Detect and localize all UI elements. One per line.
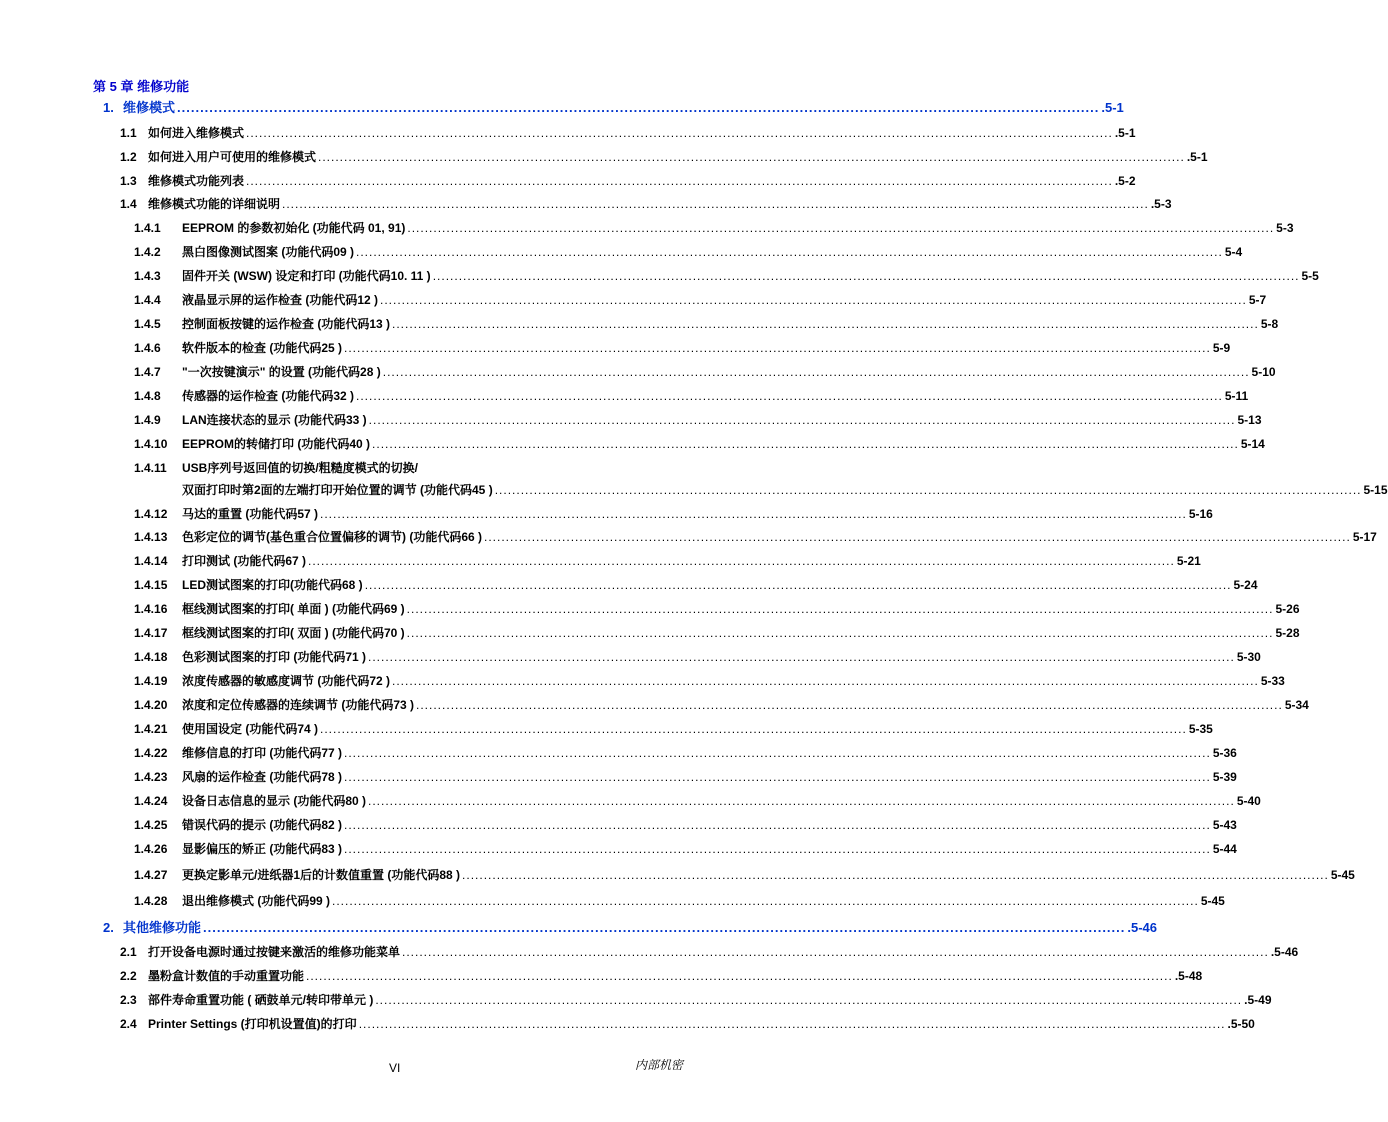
- toc-entry-title: EEPROM 的参数初始化 (功能代码 01, 91): [182, 221, 406, 235]
- toc-entry[interactable]: [134, 436, 1265, 452]
- toc-leader-dots: ........................................................................................................................................................................................................: [332, 894, 1199, 908]
- toc-entry-page: 5-17: [1352, 530, 1377, 544]
- toc-entry-number: 1.4.18: [134, 650, 168, 664]
- toc-entry-page: 5-33: [1260, 674, 1285, 688]
- toc-leader-dots: ........................................................................................................................................................................................................: [358, 1017, 1226, 1031]
- toc-leader-dots: ........................................................................................................................................................................................................: [306, 969, 1173, 983]
- toc-entry[interactable]: [134, 817, 1237, 833]
- toc-entry-title: 维修模式: [123, 100, 176, 115]
- toc-leader-dots: ........................................................................................................................................................................................................: [356, 245, 1223, 259]
- toc-entry[interactable]: [120, 149, 1208, 165]
- toc-entry-number: 1.3: [120, 174, 137, 188]
- toc-leader-dots: ........................................................................................................................................................................................................: [318, 150, 1185, 164]
- toc-entry[interactable]: [120, 196, 1172, 212]
- toc-entry[interactable]: [134, 220, 1294, 236]
- toc-entry-title: 风扇的运作检查 (功能代码78 ): [182, 770, 343, 784]
- toc-entry-page: .5-48: [1174, 969, 1203, 983]
- toc-entry-title: 如何进入维修模式: [148, 126, 245, 140]
- toc-entry[interactable]: [134, 769, 1237, 785]
- toc-entry-number: 1.4.3: [134, 269, 161, 283]
- toc-entry[interactable]: [134, 412, 1262, 428]
- toc-leader-dots: ........................................................................................................................................................................................................: [484, 530, 1351, 544]
- toc-leader-dots: ........................................................................................................................................................................................................: [402, 945, 1269, 959]
- toc-entry-title: 黑白图像测试图案 (功能代码09 ): [182, 245, 355, 259]
- toc-entry-number: 2.4: [120, 1017, 137, 1031]
- toc-entry[interactable]: [134, 460, 698, 476]
- toc-entry-number: 1.4.22: [134, 746, 168, 760]
- toc-entry[interactable]: [134, 893, 1225, 909]
- toc-entry-number: 1.4.6: [134, 341, 161, 355]
- toc-entry-number: 1.4.17: [134, 626, 168, 640]
- toc-entry[interactable]: [134, 697, 1309, 713]
- toc-entry-page: 5-9: [1212, 341, 1231, 355]
- toc-entry-number: 1.4.1: [134, 221, 161, 235]
- toc-entry-number: 1.4.9: [134, 413, 161, 427]
- toc-entry[interactable]: [134, 649, 1261, 665]
- toc-leader-dots: ........................................................................................................................................................................................................: [320, 507, 1187, 521]
- toc-entry[interactable]: [134, 268, 1319, 284]
- toc-entry-page: .5-3: [1150, 197, 1172, 211]
- toc-entry-page: 5-39: [1212, 770, 1237, 784]
- toc-entry[interactable]: [103, 920, 1158, 936]
- toc-entry[interactable]: [120, 173, 1136, 189]
- toc-entry-title: 维修信息的打印 (功能代码77 ): [182, 746, 343, 760]
- toc-entry-continuation[interactable]: [182, 482, 1388, 498]
- toc-entry-page: 5-15: [1363, 483, 1388, 497]
- toc-entry-page: 5-30: [1236, 650, 1261, 664]
- toc-entry-number: 2.2: [120, 969, 137, 983]
- toc-entry-title: USB序列号返回值的切换/粗糙度模式的切换/: [182, 461, 419, 475]
- toc-entry-page: 5-11: [1224, 389, 1249, 403]
- toc-entry-title: 显影偏压的矫正 (功能代码83 ): [182, 842, 343, 856]
- toc-entry-title: 打印测试 (功能代码67 ): [182, 554, 307, 568]
- toc-entry[interactable]: [134, 673, 1285, 689]
- chapter-title: 第 5 章 维修功能: [93, 79, 190, 94]
- toc-entry-title: 液晶显示屏的运作检查 (功能代码12 ): [182, 293, 379, 307]
- toc-entry-page: 5-13: [1237, 413, 1262, 427]
- toc-leader-dots: ........................................................................................................................................................................................................: [494, 483, 1362, 497]
- toc-entry[interactable]: [120, 968, 1203, 984]
- toc-entry-title: 浓度传感器的敏感度调节 (功能代码72 ): [182, 674, 391, 688]
- toc-leader-dots: ........................................................................................................................................................................................................: [203, 920, 1126, 935]
- toc-entry-page: .5-46: [1270, 945, 1299, 959]
- toc-entry-page: .5-1: [1186, 150, 1208, 164]
- toc-entry-page: 5-16: [1188, 507, 1213, 521]
- toc-leader-dots: ........................................................................................................................................................................................................: [372, 437, 1239, 451]
- toc-entry[interactable]: [134, 364, 1276, 380]
- toc-entry-title: 维修模式功能的详细说明: [148, 197, 281, 211]
- toc-entry-title-line2: 双面打印时第2面的左端打印开始位置的调节 (功能代码45 ): [182, 483, 493, 497]
- toc-entry-page: 5-8: [1260, 317, 1279, 331]
- toc-entry-title: 其他维修功能: [123, 920, 202, 935]
- toc-entry-page: 5-43: [1212, 818, 1237, 832]
- toc-entry-title: 控制面板按键的运作检查 (功能代码13 ): [182, 317, 391, 331]
- toc-entry-page: 5-10: [1251, 365, 1276, 379]
- toc-leader-dots: ........................................................................................................................................................................................................: [320, 722, 1187, 736]
- toc-entry-number: 1.1: [120, 126, 137, 140]
- toc-entry-title: LED测试图案的打印(功能代码68 ): [182, 578, 363, 592]
- toc-entry[interactable]: [134, 577, 1258, 593]
- toc-leader-dots: ........................................................................................................................................................................................................: [368, 650, 1235, 664]
- toc-entry-page: 5-40: [1236, 794, 1261, 808]
- toc-entry[interactable]: [120, 992, 1272, 1008]
- toc-entry-title: Printer Settings (打印机设置值)的打印: [148, 1017, 357, 1031]
- toc-leader-dots: ........................................................................................................................................................................................................: [406, 602, 1274, 616]
- toc-entry[interactable]: [134, 292, 1267, 308]
- toc-entry-page: .5-46: [1127, 920, 1158, 935]
- toc-entry-title: 墨粉盒计数值的手动重置功能: [148, 969, 305, 983]
- toc-entry[interactable]: [134, 340, 1231, 356]
- toc-entry-page: .5-49: [1244, 993, 1272, 1007]
- toc-entry-title: 框线测试图案的打印( 单面 ) (功能代码69 ): [182, 602, 405, 616]
- toc-entry-number: 1.4.27: [134, 868, 168, 882]
- toc-leader-dots: ........................................................................................................................................................................................................: [246, 126, 1113, 140]
- toc-entry-title: "一次按键演示" 的设置 (功能代码28 ): [182, 365, 381, 379]
- toc-entry-title: 框线测试图案的打印( 双面 ) (功能代码70 ): [182, 626, 405, 640]
- toc-entry-page: .5-2: [1114, 174, 1136, 188]
- toc-leader-dots: ........................................................................................................................................................................................................: [344, 341, 1211, 355]
- toc-entry-number: 1.4.4: [134, 293, 161, 307]
- toc-entry-number: 1.4.20: [134, 698, 168, 712]
- toc-entry-page: 5-34: [1284, 698, 1309, 712]
- toc-entry[interactable]: [120, 1016, 1255, 1032]
- toc-entry[interactable]: [134, 867, 1355, 883]
- toc-entry-number: 1.: [103, 100, 114, 115]
- toc-entry-number: 1.4.11: [134, 461, 167, 475]
- toc-entry[interactable]: [134, 793, 1261, 809]
- toc-leader-dots: ........................................................................................................................................................................................................: [407, 221, 1275, 235]
- toc-entry[interactable]: [134, 841, 1237, 857]
- toc-entry-title: 固件开关 (WSW) 设定和打印 (功能代码10. 11 ): [182, 269, 431, 283]
- toc-entry-title: EEPROM的转储打印 (功能代码40 ): [182, 437, 371, 451]
- toc-entry[interactable]: [120, 944, 1299, 960]
- toc-leader-dots: ........................................................................................................................................................................................................: [308, 554, 1175, 568]
- toc-leader-dots: ........................................................................................................................................................................................................: [432, 269, 1300, 283]
- toc-entry-number: 2.3: [120, 993, 137, 1007]
- toc-entry-title: 软件版本的检查 (功能代码25 ): [182, 341, 343, 355]
- toc-entry-page: 5-28: [1275, 626, 1300, 640]
- toc-entry-number: 1.4.28: [134, 894, 168, 908]
- toc-entry-number: 1.2: [120, 150, 137, 164]
- toc-leader-dots: ........................................................................................................................................................................................................: [246, 174, 1113, 188]
- toc-leader-dots: ........................................................................................................................................................................................................: [344, 746, 1211, 760]
- confidential-mark: 内部机密: [635, 1058, 684, 1072]
- toc-entry-title: 传感器的运作检查 (功能代码32 ): [182, 389, 355, 403]
- toc-entry-number: 2.1: [120, 945, 137, 959]
- toc-entry-title: 错误代码的提示 (功能代码82 ): [182, 818, 343, 832]
- toc-entry-page: 5-7: [1248, 293, 1267, 307]
- toc-entry-page: 5-3: [1276, 221, 1294, 235]
- toc-entry[interactable]: [134, 601, 1300, 617]
- toc-entry-title: 部件寿命重置功能 ( 硒鼓单元/转印带单元 ): [148, 993, 374, 1007]
- toc-entry-number: 1.4.15: [134, 578, 168, 592]
- toc-leader-dots: ........................................................................................................................................................................................................: [344, 818, 1211, 832]
- toc-leader-dots: ........................................................................................................................................................................................................: [416, 698, 1283, 712]
- toc-entry[interactable]: [134, 553, 1201, 569]
- toc-entry-page: .5-1: [1101, 100, 1124, 115]
- toc-entry-page: 5-4: [1224, 245, 1243, 259]
- toc-leader-dots: ........................................................................................................................................................................................................: [406, 626, 1274, 640]
- toc-entry-number: 1.4.12: [134, 507, 168, 521]
- toc-leader-dots: ........................................................................................................................................................................................................: [462, 868, 1329, 882]
- toc-entry[interactable]: [134, 244, 1243, 260]
- toc-entry[interactable]: [103, 100, 1124, 116]
- toc-entry-number: 1.4.7: [134, 365, 161, 379]
- toc-entry[interactable]: [120, 125, 1136, 141]
- toc-entry-page: .5-50: [1227, 1017, 1255, 1031]
- toc-entry-title: 色彩测试图案的打印 (功能代码71 ): [182, 650, 367, 664]
- toc-leader-dots: ........................................................................................................................................................................................................: [392, 674, 1259, 688]
- toc-entry-number: 1.4.21: [134, 722, 168, 736]
- toc-entry-number: 1.4: [120, 197, 137, 211]
- toc-entry-title: 维修模式功能列表: [148, 174, 245, 188]
- toc-entry[interactable]: [134, 316, 1279, 332]
- toc-entry-title: LAN连接状态的显示 (功能代码33 ): [182, 413, 367, 427]
- toc-entry-number: 1.4.10: [134, 437, 168, 451]
- toc-entry-number: 1.4.5: [134, 317, 161, 331]
- toc-entry-title: 使用国设定 (功能代码74 ): [182, 722, 319, 736]
- toc-entry[interactable]: [134, 625, 1300, 641]
- toc-entry-number: 1.4.23: [134, 770, 168, 784]
- toc-entry[interactable]: [134, 506, 1213, 522]
- toc-leader-dots: ........................................................................................................................................................................................................: [380, 293, 1247, 307]
- toc-entry-number: 1.4.16: [134, 602, 168, 616]
- toc-leader-dots: ........................................................................................................................................................................................................: [344, 770, 1211, 784]
- toc-entry-number: 1.4.13: [134, 530, 168, 544]
- toc-entry-number: 1.4.14: [134, 554, 168, 568]
- toc-entry-page: 5-36: [1212, 746, 1237, 760]
- toc-entry[interactable]: [134, 388, 1249, 404]
- toc-leader-dots: ........................................................................................................................................................................................................: [364, 578, 1232, 592]
- toc-leader-dots: ........................................................................................................................................................................................................: [368, 794, 1235, 808]
- page-number: VI: [389, 1061, 401, 1075]
- toc-entry[interactable]: [134, 721, 1213, 737]
- toc-entry-page: 5-45: [1330, 868, 1355, 882]
- toc-entry-title: 如何进入用户可使用的维修模式: [148, 150, 317, 164]
- toc-leader-dots: ........................................................................................................................................................................................................: [368, 413, 1236, 427]
- toc-entry-number: 1.4.24: [134, 794, 168, 808]
- toc-entry-number: 1.4.8: [134, 389, 161, 403]
- toc-entry-title: 浓度和定位传感器的连续调节 (功能代码73 ): [182, 698, 415, 712]
- toc-entry-page: 5-45: [1200, 894, 1225, 908]
- toc-leader-dots: ........................................................................................................................................................................................................: [356, 389, 1223, 403]
- toc-entry-title: 色彩定位的调节(基色重合位置偏移的调节) (功能代码66 ): [182, 530, 483, 544]
- toc-entry-page: 5-44: [1212, 842, 1237, 856]
- toc-entry-number: 1.4.25: [134, 818, 168, 832]
- toc-entry-number: 2.: [103, 920, 114, 935]
- toc-entry-page: 5-14: [1240, 437, 1265, 451]
- toc-entry-page: 5-35: [1188, 722, 1213, 736]
- toc-entry-title: 退出维修模式 (功能代码99 ): [182, 894, 331, 908]
- toc-entry-page: .5-1: [1114, 126, 1136, 140]
- toc-entry-page: 5-26: [1275, 602, 1300, 616]
- toc-entry-title: 更换定影单元/进纸器1后的计数值重置 (功能代码88 ): [182, 868, 461, 882]
- toc-entry[interactable]: [134, 529, 1377, 545]
- toc-leader-dots: ........................................................................................................................................................................................................: [344, 842, 1211, 856]
- toc-leader-dots: ........................................................................................................................................................................................................: [177, 100, 1100, 115]
- toc-leader-dots: ........................................................................................................................................................................................................: [375, 993, 1243, 1007]
- toc-leader-dots: ........................................................................................................................................................................................................: [382, 365, 1250, 379]
- toc-entry-page: 5-21: [1176, 554, 1201, 568]
- toc-entry-number: 1.4.26: [134, 842, 168, 856]
- toc-entry-number: 1.4.19: [134, 674, 168, 688]
- toc-entry-title: 设备日志信息的显示 (功能代码80 ): [182, 794, 367, 808]
- toc-entry-title: 打开设备电源时通过按键来激活的维修功能菜单: [148, 945, 401, 959]
- toc-entry-number: 1.4.2: [134, 245, 161, 259]
- toc-entry-page: 5-5: [1301, 269, 1319, 283]
- toc-entry-page: 5-24: [1233, 578, 1258, 592]
- toc-leader-dots: ........................................................................................................................................................................................................: [392, 317, 1259, 331]
- toc-leader-dots: ........................................................................................................................................................................................................: [282, 197, 1149, 211]
- toc-entry-title: 马达的重置 (功能代码57 ): [182, 507, 319, 521]
- toc-entry[interactable]: [134, 745, 1237, 761]
